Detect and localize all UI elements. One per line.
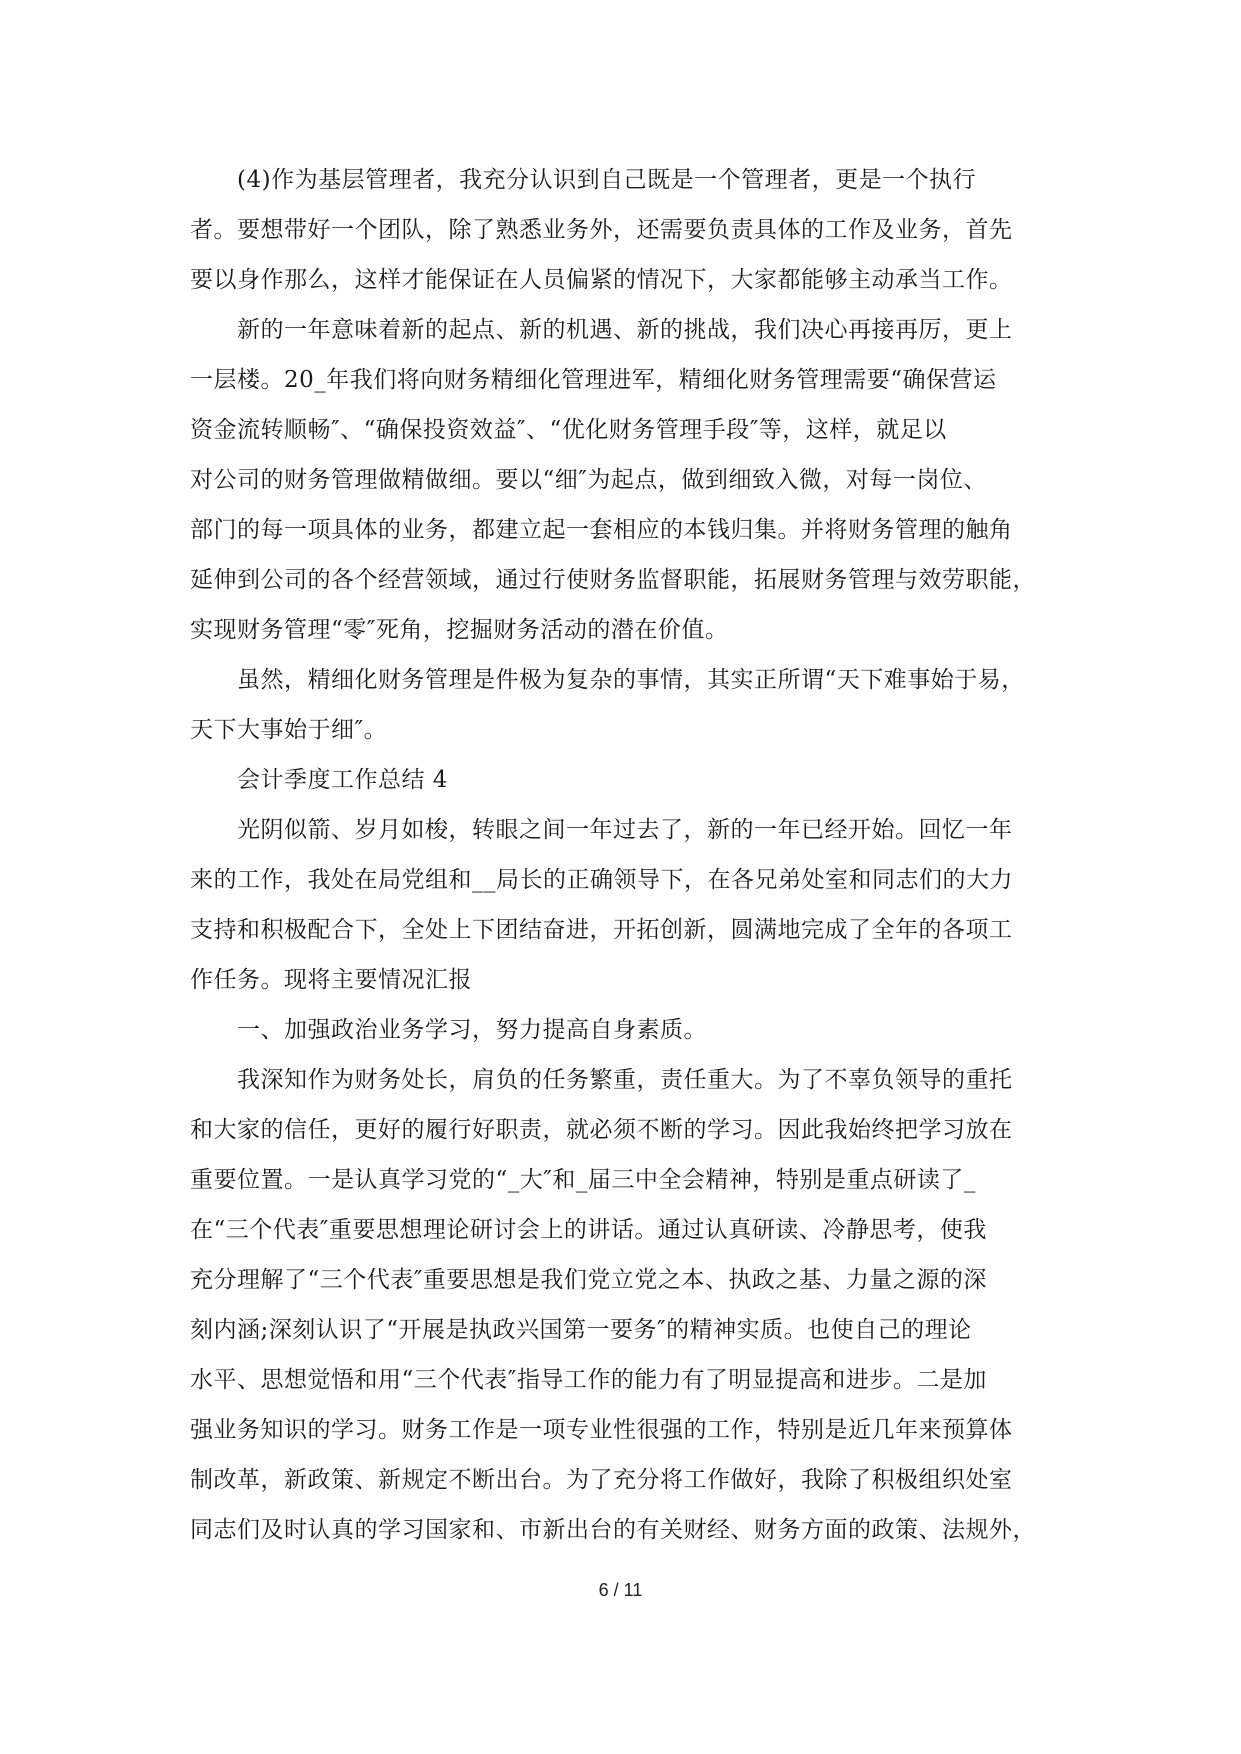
text-line: 一、加强政治业务学习，努力提高自身素质。 <box>237 1017 707 1043</box>
page-number: 6 / 11 <box>598 1580 643 1600</box>
text-line: 者。要想带好一个团队，除了熟悉业务外，还需要负责具体的工作及业务，首先 <box>190 217 1013 243</box>
text-line: 水平、思想觉悟和用“三个代表″指导工作的能力有了明显提高和进步。二是加 <box>190 1367 987 1393</box>
text-line: 延伸到公司的各个经营领域，通过行使财务监督职能，拓展财务管理与效劳职能， <box>190 567 1036 593</box>
text-line: 一层楼。20_年我们将向财务精细化管理进军，精细化财务管理需要“确保营运 <box>190 367 997 393</box>
text-line: 实现财务管理“零″死角，挖掘财务活动的潜在价值。 <box>190 617 729 643</box>
text-line: 支持和积极配合下，全处上下团结奋进，开拓创新，圆满地完成了全年的各项工 <box>190 917 1013 943</box>
text-line: 对公司的财务管理做精做细。要以“细″为起点，做到细致入微，对每一岗位、 <box>190 467 987 493</box>
text-line: 和大家的信任，更好的履行好职责，就必须不断的学习。因此我始终把学习放在 <box>190 1117 1013 1143</box>
text-line: 同志们及时认真的学习国家和、市新出台的有关财经、财务方面的政策、法规外， <box>190 1517 1036 1543</box>
text-line: 部门的每一项具体的业务，都建立起一套相应的本钱归集。并将财务管理的触角 <box>190 517 1013 543</box>
text-line: 制改革，新政策、新规定不断出台。为了充分将工作做好，我除了积极组织处室 <box>190 1467 1013 1493</box>
text-line: 刻内涵;深刻认识了“开展是执政兴国第一要务″的精神实质。也使自己的理论 <box>190 1317 972 1343</box>
text-line: 资金流转顺畅″、“确保投资效益″、“优化财务管理手段″等，这样，就足以 <box>190 417 947 443</box>
text-line: 天下大事始于细″。 <box>190 717 388 743</box>
text-line: 重要位置。一是认真学习党的“_大″和_届三中全会精神，特别是重点研读了_ <box>190 1167 976 1193</box>
text-line: 强业务知识的学习。财务工作是一项专业性很强的工作，特别是近几年来预算体 <box>190 1417 1013 1443</box>
text-line: 光阴似箭、岁月如梭，转眼之间一年过去了，新的一年已经开始。回忆一年 <box>237 817 1013 843</box>
text-line: 我深知作为财务处长，肩负的任务繁重，责任重大。为了不辜负领导的重托 <box>237 1067 1013 1093</box>
document-body <box>190 155 1051 1555</box>
text-line: 会计季度工作总结 4 <box>237 767 448 793</box>
text-line: 在“三个代表″重要思想理论研讨会上的讲话。通过认真研读、冷静思考，使我 <box>190 1217 987 1243</box>
text-line: 虽然，精细化财务管理是件极为复杂的事情，其实正所谓“天下难事始于易， <box>237 667 1025 693</box>
text-line: 作任务。现将主要情况汇报 <box>190 967 472 993</box>
text-line: 充分理解了“三个代表″重要思想是我们党立党之本、执政之基、力量之源的深 <box>190 1267 987 1293</box>
text-line: 新的一年意味着新的起点、新的机遇、新的挑战，我们决心再接再厉，更上 <box>237 317 1013 343</box>
text-line: (4)作为基层管理者，我充分认识到自己既是一个管理者，更是一个执行 <box>237 167 977 193</box>
text-line: 来的工作，我处在局党组和__局长的正确领导下，在各兄弟处室和同志们的大力 <box>190 867 1013 893</box>
text-line: 要以身作那么，这样才能保证在人员偏紧的情况下，大家都能够主动承当工作。 <box>190 267 1013 293</box>
